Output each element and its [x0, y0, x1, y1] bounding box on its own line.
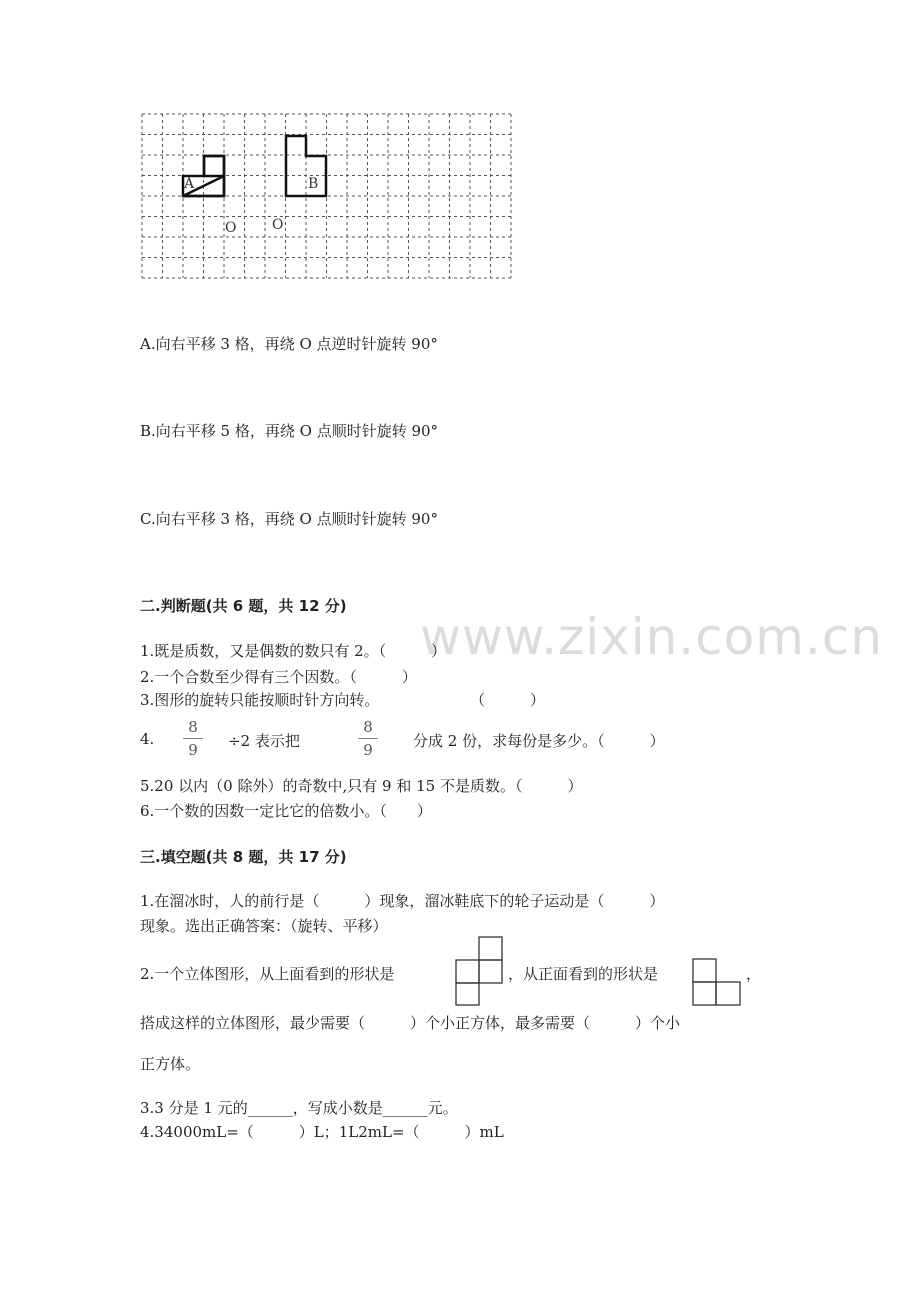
judge-q5: 5.20 以内（0 除外）的奇数中,只有 9 和 15 不是质数。（ ）: [140, 777, 583, 795]
option-a: A.向右平移 3 格，再绕 O 点逆时针旋转 90°: [140, 335, 438, 353]
fill-q1-line2: 现象。选出正确答案：（旋转、平移）: [140, 917, 388, 935]
fraction-denominator: 9: [188, 741, 198, 759]
judge-q4-number: 4.: [140, 730, 155, 748]
label-b: B: [308, 176, 319, 192]
fraction-eight-ninths: [183, 718, 203, 759]
fraction-numerator-2: 8: [363, 718, 373, 736]
label-o-left: O: [225, 220, 237, 236]
section3-title: 三.填空题(共 8 题，共 17 分): [140, 848, 347, 866]
label-a: A: [184, 176, 195, 192]
fraction-eight-ninths-2: [358, 718, 378, 759]
front-view-shape: [692, 958, 742, 1006]
fill-q2-part-a: 2.一个立体图形，从上面看到的形状是: [140, 965, 395, 983]
top-view-shape: [455, 936, 505, 1006]
watermark: www.zixin.com.cn: [420, 608, 884, 666]
judge-q3-paren: （ ）: [470, 691, 546, 709]
fraction-denominator-2: 9: [363, 741, 373, 759]
judge-q4-middle: ÷2 表示把: [228, 732, 300, 750]
fill-q2-line3: 正方体。: [140, 1055, 201, 1073]
fill-q1-line1: 1.在溜冰时，人的前行是（ ）现象，溜冰鞋底下的轮子运动是（ ）: [140, 892, 665, 910]
option-c: C.向右平移 3 格，再绕 O 点顺时针旋转 90°: [140, 510, 438, 528]
label-o-right: O: [272, 217, 284, 233]
fill-q4: 4.34000mL=（ ）L；1L2mL=（ ）mL: [140, 1123, 504, 1141]
grid-figure: [140, 112, 514, 284]
judge-q4-end: 分成 2 份，求每份是多少。（ ）: [413, 732, 665, 750]
option-b: B.向右平移 5 格，再绕 O 点顺时针旋转 90°: [140, 422, 439, 440]
fill-q3: 3.3 分是 1 元的______，写成小数是______元。: [140, 1099, 458, 1117]
judge-q3: 3.图形的旋转只能按顺时针方向转。: [140, 691, 380, 709]
fill-q2-line2: 搭成这样的立体图形，最少需要（ ）个小正方体，最多需要（ ）个小: [140, 1014, 681, 1032]
judge-q1: 1.既是质数，又是偶数的数只有 2。（ ）: [140, 642, 447, 660]
fraction-bar-2: [358, 738, 378, 739]
fraction-bar: [183, 738, 203, 739]
fill-q2-part-b: ，从正面看到的形状是: [508, 965, 659, 983]
judge-q2: 2.一个合数至少得有三个因数。（ ）: [140, 668, 417, 686]
fill-q2-part-c: ，: [746, 965, 762, 983]
section2-title: 二.判断题(共 6 题，共 12 分): [140, 597, 347, 615]
fraction-numerator: 8: [188, 718, 198, 736]
judge-q6: 6.一个数的因数一定比它的倍数小。（ ）: [140, 802, 432, 820]
